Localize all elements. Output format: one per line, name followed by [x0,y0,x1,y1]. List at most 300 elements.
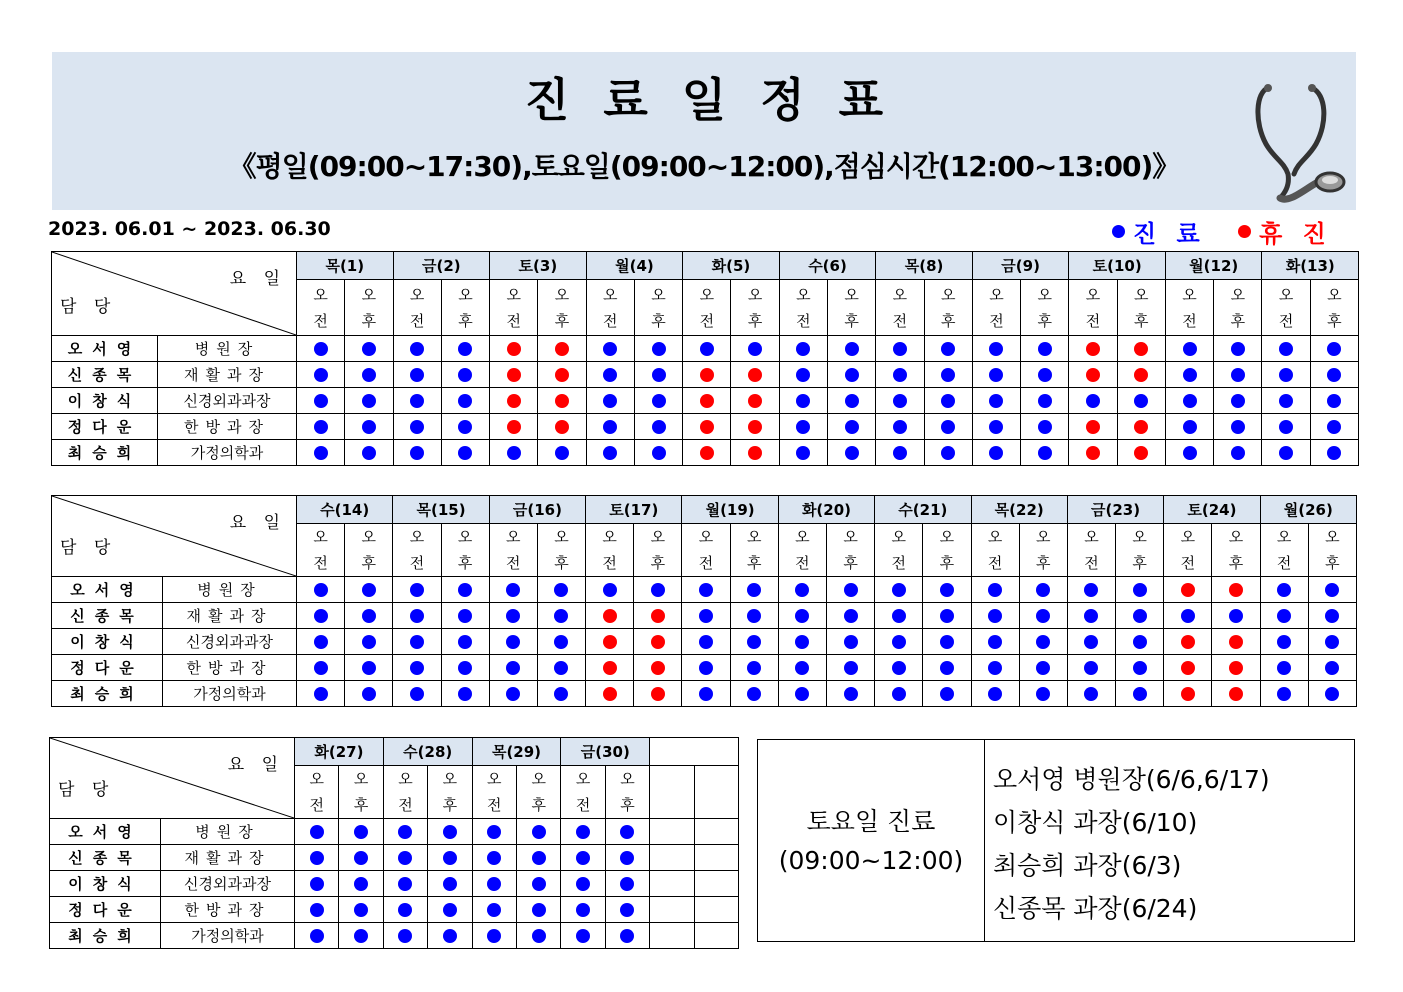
schedule-cell [441,655,489,681]
schedule-cell [1260,629,1308,655]
doctor-name: 오서영 [52,336,158,362]
open-dot [314,368,328,382]
open-dot [458,368,472,382]
open-dot [620,825,634,839]
schedule-cell [441,629,489,655]
open-dot [988,661,1002,675]
open-dot [1231,368,1245,382]
schedule-cell [1069,388,1117,414]
schedule-cell [923,577,971,603]
pm-header [730,524,778,577]
am-header [1262,280,1310,336]
schedule-cell [875,629,923,655]
schedule-cell [1308,681,1356,707]
closed-dot [1086,342,1100,356]
open-dot [410,609,424,623]
open-dot [532,825,546,839]
legend-closed-label: 휴 진 [1259,220,1332,248]
schedule-cell [561,871,605,897]
schedule-cell [489,655,537,681]
open-dot [748,342,762,356]
open-dot [892,687,906,701]
ampm-char: 오 [844,285,859,304]
open-dot [362,342,376,356]
schedule-cell [345,577,393,603]
ampm-char: 후 [651,311,666,330]
saturday-note-list [993,758,1270,930]
schedule-cell [650,897,694,923]
open-dot [1084,583,1098,597]
closed-dot [1229,687,1243,701]
ampm-char: 오 [361,528,377,546]
table-row [50,897,739,923]
open-dot [1327,342,1341,356]
doctor-title: 가정의학과 [158,440,297,466]
ampm-char: 오 [575,770,591,788]
open-dot [354,903,368,917]
schedule-cell [730,681,778,707]
open-dot [1231,394,1245,408]
schedule-cell [1021,414,1069,440]
schedule-cell [428,897,472,923]
ampm-char: 전 [892,311,908,330]
doctor-title: 한방과장 [163,655,297,681]
schedule-cell [971,603,1019,629]
schedule-cell [393,388,441,414]
schedule-cell [1310,388,1358,414]
schedule-cell [826,577,874,603]
schedule-cell [339,871,383,897]
closed-dot [555,420,569,434]
open-dot [458,342,472,356]
pm-header [538,280,586,336]
schedule-cell [778,629,826,655]
schedule-cell [428,871,472,897]
ampm-char: 전 [1278,311,1294,330]
schedule-cell [1214,362,1262,388]
open-dot [443,929,457,943]
ampm-char: 후 [361,311,377,330]
schedule-cell [1067,577,1115,603]
schedule-cell [1164,655,1212,681]
open-dot [310,903,324,917]
schedule-cell [586,362,634,388]
ampm-char: 후 [746,554,762,572]
open-dot [506,609,520,623]
doctor-name: 신종목 [50,845,161,871]
open-dot [576,929,590,943]
open-dot [620,903,634,917]
schedule-cell [441,388,489,414]
open-dot [1133,687,1147,701]
day-header: 목(8) [876,252,973,280]
open-dot [354,825,368,839]
day-header: 수(14) [297,496,393,524]
day-header [650,738,739,766]
pm-header [923,524,971,577]
ampm-char: 오 [603,285,618,304]
schedule-cell [875,681,923,707]
schedule-cell [441,603,489,629]
closed-dot [1086,368,1100,382]
schedule-cell [1116,681,1164,707]
am-header [779,280,827,336]
table-row [50,819,739,845]
closed-dot [555,342,569,356]
open-dot [1133,583,1147,597]
schedule-cell [1214,388,1262,414]
legend-closed-dot [1238,225,1251,238]
open-dot [652,420,666,434]
schedule-cell [779,362,827,388]
open-dot [747,609,761,623]
schedule-cell [1214,336,1262,362]
schedule-cell [1117,362,1165,388]
open-dot [310,825,324,839]
schedule-cell [295,845,339,871]
ampm-char: 오 [409,285,425,304]
schedule-cell [297,681,345,707]
schedule-cell [1165,414,1213,440]
schedule-cell [634,603,682,629]
ampm-char: 전 [409,554,425,572]
ampm-char: 전 [575,796,591,814]
open-dot [554,661,568,675]
schedule-cell [682,681,730,707]
open-dot [700,342,714,356]
ampm-char: 전 [603,311,618,330]
open-dot [310,877,324,891]
schedule-cell [971,655,1019,681]
schedule-cell [650,819,694,845]
schedule-cell [875,655,923,681]
open-dot [532,929,546,943]
schedule-cell [1021,362,1069,388]
doctor-title: 재활과장 [161,845,295,871]
open-dot [506,661,520,675]
open-dot [410,446,424,460]
pm-header [345,524,393,577]
schedule-cell [1212,681,1260,707]
ampm-char: 전 [989,311,1004,330]
open-dot [893,446,907,460]
ampm-char: 오 [1228,528,1244,546]
doctor-name: 정다운 [52,414,158,440]
doctor-title: 병원장 [161,819,295,845]
open-dot [699,635,713,649]
schedule-cell [297,603,345,629]
schedule-cell [383,897,427,923]
ampm-char: 후 [620,796,635,814]
day-header: 수(21) [875,496,971,524]
pm-header [428,766,472,819]
schedule-cell [605,845,649,871]
legend-item-closed [1238,214,1332,249]
open-dot [988,687,1002,701]
schedule-cell [1260,681,1308,707]
closed-dot [1181,687,1195,701]
schedule-cell [297,440,345,466]
schedule-cell [1260,603,1308,629]
schedule-cell [489,577,537,603]
schedule-cell [605,897,649,923]
open-dot [1327,446,1341,460]
day-header: 화(20) [778,496,874,524]
open-dot [398,903,412,917]
schedule-cell [731,362,779,388]
schedule-cell [828,362,876,388]
pm-header [634,280,682,336]
open-dot [506,635,520,649]
schedule-cell [1212,577,1260,603]
open-dot [1279,394,1293,408]
schedule-cell [876,388,924,414]
schedule-cell [537,681,585,707]
schedule-cell [383,923,427,949]
open-dot [1279,342,1293,356]
schedule-cell [1308,577,1356,603]
open-dot [1183,394,1197,408]
schedule-cell [1214,440,1262,466]
open-dot [554,635,568,649]
open-dot [1277,687,1291,701]
schedule-cell [441,414,489,440]
open-dot [603,583,617,597]
open-dot [458,661,472,675]
am-header [778,524,826,577]
day-header: 토(17) [586,496,682,524]
open-dot [1325,609,1339,623]
schedule-cell [295,923,339,949]
ampm-char: 오 [940,285,956,304]
open-dot [892,583,906,597]
pm-header [694,766,738,819]
open-dot [443,903,457,917]
schedule-cell [1164,603,1212,629]
open-dot [795,609,809,623]
open-dot [989,420,1003,434]
day-header: 화(27) [295,738,384,766]
ampm-char: 오 [554,528,569,546]
schedule-cell [561,845,605,871]
open-dot [988,609,1002,623]
open-dot [603,446,617,460]
open-dot [988,635,1002,649]
open-dot [941,446,955,460]
schedule-cell [778,577,826,603]
ampm-char: 오 [746,528,762,546]
ampm-char: 오 [650,528,666,546]
schedule-cell [586,388,634,414]
day-header: 수(6) [779,252,876,280]
am-header [1067,524,1115,577]
open-dot [844,635,858,649]
schedule-cell [393,336,441,362]
schedule-table-3 [49,737,739,949]
schedule-cell [634,655,682,681]
schedule-cell [778,655,826,681]
open-dot [443,851,457,865]
schedule-cell [1019,577,1067,603]
schedule-cell [731,336,779,362]
schedule-cell [694,897,738,923]
open-dot [651,583,665,597]
schedule-cell [634,414,682,440]
open-dot [1038,420,1052,434]
schedule-cell [875,577,923,603]
open-dot [398,929,412,943]
ampm-char: 전 [698,554,714,572]
schedule-cell [605,819,649,845]
open-dot [362,661,376,675]
schedule-cell [538,440,586,466]
am-header [586,280,634,336]
saturday-note-line: 이창식 과장(6/10) [993,808,1198,837]
ampm-char: 오 [442,770,458,788]
schedule-cell [393,655,441,681]
ampm-char: 전 [699,311,715,330]
closed-dot [1086,420,1100,434]
pm-header [516,766,560,819]
open-dot [443,877,457,891]
ampm-char: 전 [796,311,811,330]
am-header [490,280,538,336]
ampm-char: 후 [650,554,666,572]
doctor-name: 신종목 [52,362,158,388]
open-dot [362,609,376,623]
schedule-cell [537,629,585,655]
ampm-char: 전 [506,554,521,572]
ampm-char: 전 [506,311,521,330]
ampm-char: 오 [1037,285,1052,304]
closed-dot [1134,368,1148,382]
schedule-cell [586,440,634,466]
closed-dot [1229,661,1243,675]
schedule-cell [345,336,393,362]
ampm-char: 후 [843,554,858,572]
table-row [52,655,1357,681]
closed-dot [507,368,521,382]
open-dot [893,342,907,356]
schedule-cell [1212,603,1260,629]
schedule-cell [1310,362,1358,388]
schedule-cell [441,440,489,466]
open-dot [507,446,521,460]
open-dot [845,342,859,356]
schedule-cell [295,897,339,923]
open-dot [892,609,906,623]
schedule-cell [428,819,472,845]
closed-dot [507,420,521,434]
day-header: 금(30) [561,738,650,766]
ampm-char: 전 [1182,311,1197,330]
open-dot [699,609,713,623]
schedule-cell [924,336,972,362]
ampm-char: 오 [1327,285,1342,304]
open-dot [362,446,376,460]
schedule-table-1 [51,251,1359,466]
open-dot [532,903,546,917]
am-header [683,280,731,336]
schedule-cell [393,440,441,466]
am-header [489,524,537,577]
closed-dot [748,394,762,408]
schedule-cell [490,336,538,362]
schedule-cell [730,629,778,655]
pm-header [731,280,779,336]
schedule-cell [650,923,694,949]
schedule-cell [923,603,971,629]
open-dot [1327,394,1341,408]
doctor-name: 이창식 [50,871,161,897]
ampm-char: 후 [844,311,859,330]
schedule-cell [1019,603,1067,629]
open-dot [410,368,424,382]
schedule-cell [295,819,339,845]
ampm-char: 후 [1325,554,1340,572]
open-dot [1183,342,1197,356]
doctor-title: 신경외과과장 [161,871,295,897]
open-dot [554,687,568,701]
open-dot [354,877,368,891]
ampm-char: 오 [353,770,369,788]
open-dot [893,368,907,382]
open-dot [487,877,501,891]
schedule-cell [828,336,876,362]
schedule-cell [875,603,923,629]
open-dot [747,661,761,675]
day-header: 목(22) [971,496,1067,524]
closed-dot [651,687,665,701]
schedule-cell [779,414,827,440]
schedule-cell [634,577,682,603]
ampm-char: 전 [309,796,324,814]
open-dot [988,583,1002,597]
doctor-title: 가정의학과 [161,923,295,949]
doctor-name: 이창식 [52,629,163,655]
schedule-cell [924,440,972,466]
schedule-cell [731,388,779,414]
open-dot [576,903,590,917]
schedule-cell [683,440,731,466]
open-dot [1181,609,1195,623]
ampm-char: 후 [939,554,955,572]
open-dot [1036,687,1050,701]
closed-dot [603,687,617,701]
open-dot [1084,687,1098,701]
schedule-cell [876,414,924,440]
ampm-char: 오 [1325,528,1340,546]
schedule-cell [731,414,779,440]
closed-dot [748,420,762,434]
pm-header [1212,524,1260,577]
schedule-cell [1067,655,1115,681]
day-header: 수(28) [383,738,472,766]
doctor-name: 오서영 [50,819,161,845]
schedule-cell [972,362,1020,388]
open-dot [941,342,955,356]
ampm-char: 후 [747,311,763,330]
table-row [50,845,739,871]
day-header: 월(12) [1165,252,1262,280]
schedule-cell [683,414,731,440]
schedule-cell [1164,681,1212,707]
open-dot [1133,661,1147,675]
open-dot [314,583,328,597]
pm-header [1310,280,1358,336]
ampm-char: 전 [602,554,617,572]
schedule-cell [345,388,393,414]
